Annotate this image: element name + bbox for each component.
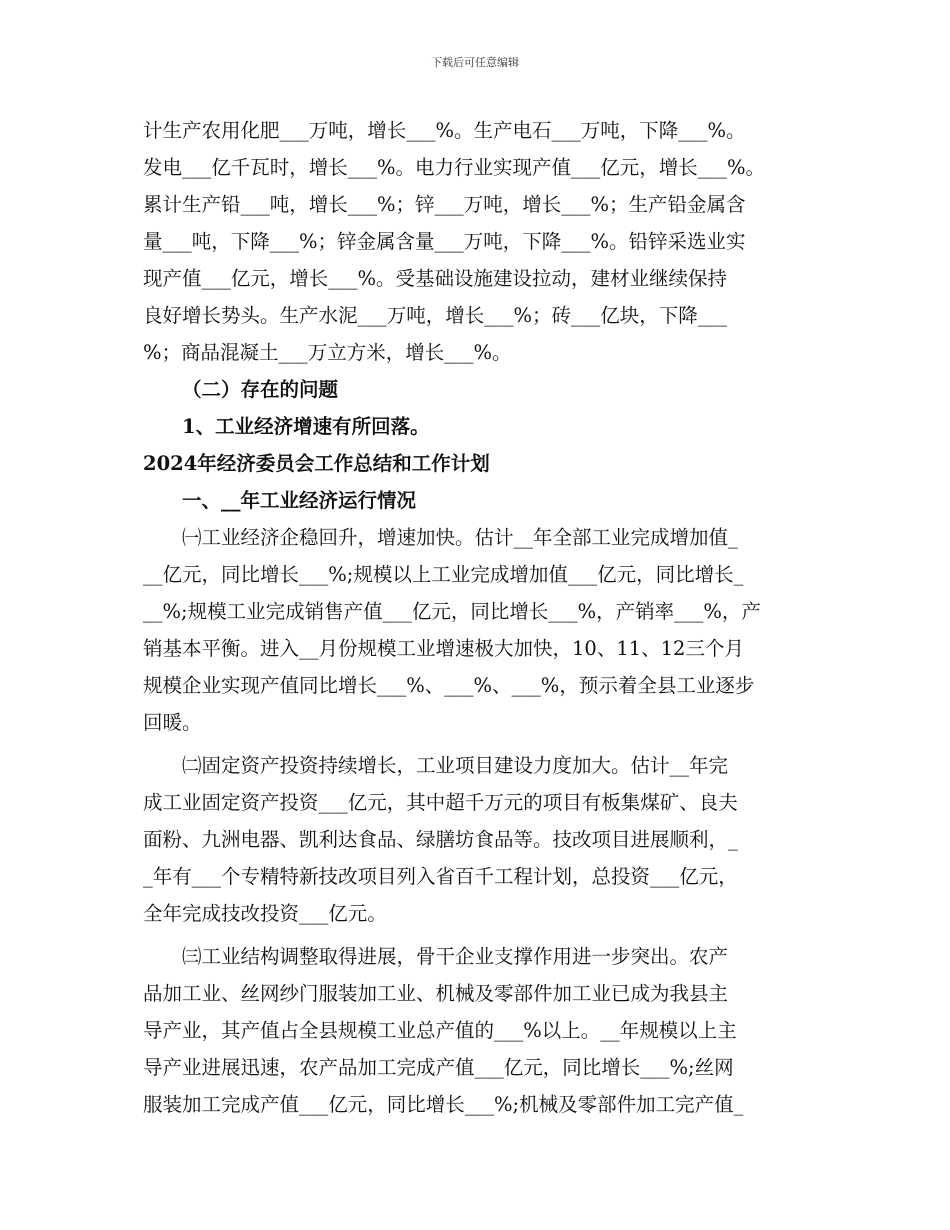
text-line: 发电___亿千瓦时，增长___%。电力行业实现产值___亿元，增长___%。 [143, 156, 766, 179]
text-line: ㈡固定资产投资持续增长，工业项目建设力度加大。估计__年完 [182, 754, 729, 777]
paragraph-structure-adjustment [143, 938, 808, 1123]
paragraph-industrial-output [143, 112, 808, 371]
text-line: 计生产农用化肥___万吨，增长___%。生产电石___万吨，下降___%。 [143, 119, 746, 142]
text-line: 面粉、九洲电器、凯利达食品、绿膳坊食品等。技改项目进展顺利，_ [143, 828, 738, 851]
text-line: 品加工业、丝网纱门服装加工业、机械及零部件加工业已成为我县主 [143, 982, 729, 1005]
text-line: 良好增长势头。生产水泥___万吨，增长___%；砖___亿块，下降___ [143, 304, 728, 327]
text-line: 销基本平衡。进入__月份规模工业增速极大加快，10、11、12三个月 [143, 637, 744, 660]
text-line: 成工业固定资产投资___亿元，其中超千万元的项目有板集煤矿、良夫 [143, 791, 738, 814]
text-line: 累计生产铅___吨，增长___%；锌___万吨，增长___%；生产铅金属含 [143, 193, 746, 216]
paragraph-economy-recovery [143, 519, 808, 741]
text-line: ㈢工业结构调整取得进展，骨干企业支撑作用进一步突出。农产 [182, 945, 729, 968]
text-line: 规模企业实现产值同比增长___%、___%、___%，预示着全县工业逐步 [143, 674, 755, 697]
text-line: _年有___个专精特新技改项目列入省百千工程计划，总投资___亿元， [143, 865, 738, 888]
text-line: 导产业，其产值占全县规模工业总产值的___%以上。__年规模以上主 [143, 1019, 737, 1042]
text-line: 导产业进展迅速，农产品加工完成产值___亿元，同比增长___%;丝网 [143, 1056, 734, 1079]
paragraph-fixed-investment [143, 747, 808, 932]
text-line: __%;规模工业完成销售产值___亿元，同比增长___%，产销率___%，产 [143, 600, 761, 623]
document-body [143, 112, 808, 1123]
text-line: 回暖。 [143, 711, 202, 734]
text-line: 服装加工完成产值___亿元，同比增长___%;机械及零部件加工完产值_ [143, 1093, 744, 1116]
text-line: 现产值___亿元，增长___%。受基础设施建设拉动，建材业继续保持 [143, 267, 728, 290]
text-line: %；商品混凝土___万立方米，增长___%。 [143, 341, 512, 364]
sub-heading: （二）存在的问题 [182, 378, 339, 401]
item-heading: 1、工业经济增速有所回落。 [182, 415, 430, 438]
text-line: __亿元，同比增长___%;规模以上工业完成增加值___亿元，同比增长_ [143, 563, 744, 586]
document-title: 2024年经济委员会工作总结和工作计划 [143, 452, 490, 475]
text-line: 量___吨，下降___%；锌金属含量___万吨，下降___%。铅锌采选业实 [143, 230, 746, 253]
section-heading: 一、__年工业经济运行情况 [182, 489, 417, 512]
text-line: ㈠工业经济企稳回升，增速加快。估计__年全部工业完成增加值_ [182, 526, 738, 549]
page-header: 下载后可任意编辑 [431, 56, 519, 69]
text-line: 全年完成技改投资___亿元。 [143, 902, 387, 925]
